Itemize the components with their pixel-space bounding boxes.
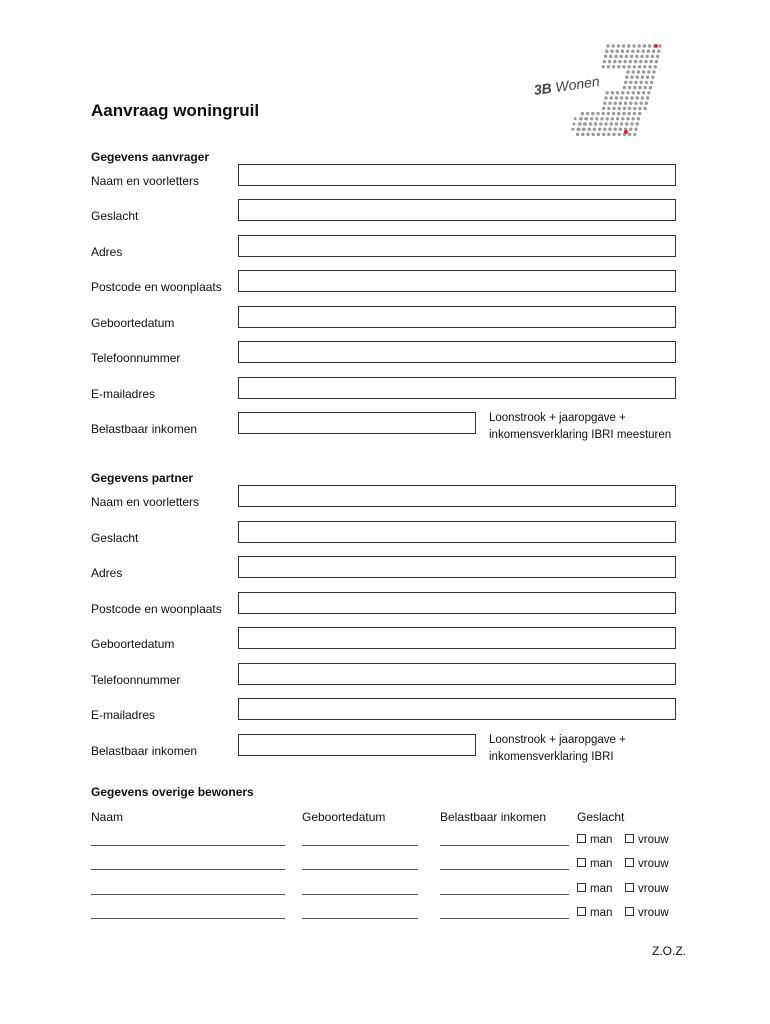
applicant-postcode-field[interactable] (238, 270, 676, 292)
applicant-income-note-line2: inkomensverklaring IBRI meesturen (489, 429, 672, 441)
label-partner-gender: Geslacht (91, 531, 139, 545)
resident-1-man-option[interactable] (577, 834, 612, 846)
option-man-label: man (590, 834, 613, 846)
checkbox-icon[interactable] (625, 883, 634, 892)
resident-4-name-line[interactable] (91, 918, 285, 919)
partner-email-field[interactable] (238, 698, 676, 720)
label-applicant-address: Adres (91, 245, 123, 259)
partner-postcode-field[interactable] (238, 592, 676, 614)
checkbox-icon[interactable] (577, 883, 586, 892)
label-partner-email: E-mailadres (91, 708, 156, 722)
option-man-label: man (590, 907, 613, 919)
option-vrouw-label: vrouw (638, 834, 669, 846)
checkbox-icon[interactable] (577, 858, 586, 867)
label-applicant-birthdate: Geboortedatum (91, 316, 175, 330)
partner-birthdate-field[interactable] (238, 627, 676, 649)
label-applicant-email: E-mailadres (91, 387, 156, 401)
label-partner-name: Naam en voorletters (91, 495, 200, 509)
partner-income-note-line1: Loonstrook + jaaropgave + (489, 734, 626, 746)
resident-4-vrouw-option[interactable] (625, 907, 669, 919)
column-header-gender: Geslacht (577, 810, 625, 824)
label-applicant-postcode: Postcode en woonplaats (91, 280, 222, 294)
label-applicant-name: Naam en voorletters (91, 174, 200, 188)
checkbox-icon[interactable] (577, 834, 586, 843)
applicant-email-field[interactable] (238, 377, 676, 399)
resident-1-vrouw-option[interactable] (625, 834, 669, 846)
resident-4-income-line[interactable] (440, 918, 569, 919)
partner-name-field[interactable] (238, 485, 676, 507)
page-title: Aanvraag woningruil (91, 101, 260, 120)
resident-3-vrouw-option[interactable] (625, 883, 669, 895)
label-partner-address: Adres (91, 566, 123, 580)
label-applicant-phone: Telefoonnummer (91, 351, 181, 365)
label-applicant-gender: Geslacht (91, 209, 139, 223)
label-partner-income: Belastbaar inkomen (91, 744, 198, 758)
label-partner-birthdate: Geboortedatum (91, 637, 175, 651)
applicant-income-note-line1: Loonstrook + jaaropgave + (489, 412, 626, 424)
partner-income-note (489, 732, 626, 766)
continue-overleaf-note: Z.O.Z. (652, 944, 686, 958)
checkbox-icon[interactable] (577, 907, 586, 916)
resident-1-income-line[interactable] (440, 845, 569, 846)
section-heading-others: Gegevens overige bewoners (91, 785, 254, 799)
option-vrouw-label: vrouw (638, 883, 669, 895)
applicant-income-note (489, 410, 671, 444)
logo-name: Wonen (554, 72, 601, 95)
partner-gender-field[interactable] (238, 521, 676, 543)
checkbox-icon[interactable] (625, 907, 634, 916)
column-header-name: Naam (91, 810, 124, 824)
option-vrouw-label: vrouw (638, 907, 669, 919)
resident-2-vrouw-option[interactable] (625, 858, 669, 870)
label-applicant-income: Belastbaar inkomen (91, 422, 198, 436)
resident-3-man-option[interactable] (577, 883, 612, 895)
applicant-address-field[interactable] (238, 235, 676, 257)
checkbox-icon[interactable] (625, 858, 634, 867)
checkbox-icon[interactable] (625, 834, 634, 843)
partner-phone-field[interactable] (238, 663, 676, 685)
option-man-label: man (590, 858, 613, 870)
resident-2-birthdate-line[interactable] (302, 869, 418, 870)
resident-3-income-line[interactable] (440, 894, 569, 895)
partner-income-field[interactable] (238, 734, 476, 756)
resident-2-man-option[interactable] (577, 858, 612, 870)
option-vrouw-label: vrouw (638, 858, 669, 870)
resident-1-birthdate-line[interactable] (302, 845, 418, 846)
applicant-gender-field[interactable] (238, 199, 676, 221)
resident-1-name-line[interactable] (91, 845, 285, 846)
applicant-name-field[interactable] (238, 164, 676, 186)
section-heading-applicant: Gegevens aanvrager (91, 150, 210, 164)
label-partner-postcode: Postcode en woonplaats (91, 602, 222, 616)
column-header-birthdate: Geboortedatum (302, 810, 386, 824)
applicant-phone-field[interactable] (238, 341, 676, 363)
resident-3-birthdate-line[interactable] (302, 894, 418, 895)
option-man-label: man (590, 883, 613, 895)
applicant-birthdate-field[interactable] (238, 306, 676, 328)
partner-income-note-line2: inkomensverklaring IBRI (489, 751, 614, 763)
partner-address-field[interactable] (238, 556, 676, 578)
resident-4-birthdate-line[interactable] (302, 918, 418, 919)
resident-2-income-line[interactable] (440, 869, 569, 870)
resident-2-name-line[interactable] (91, 869, 285, 870)
resident-4-man-option[interactable] (577, 907, 612, 919)
label-partner-phone: Telefoonnummer (91, 673, 181, 687)
resident-3-name-line[interactable] (91, 894, 285, 895)
column-header-income: Belastbaar inkomen (440, 810, 547, 824)
section-heading-partner: Gegevens partner (91, 471, 194, 485)
logo-brand: 3B (532, 79, 553, 98)
applicant-income-field[interactable] (238, 412, 476, 434)
